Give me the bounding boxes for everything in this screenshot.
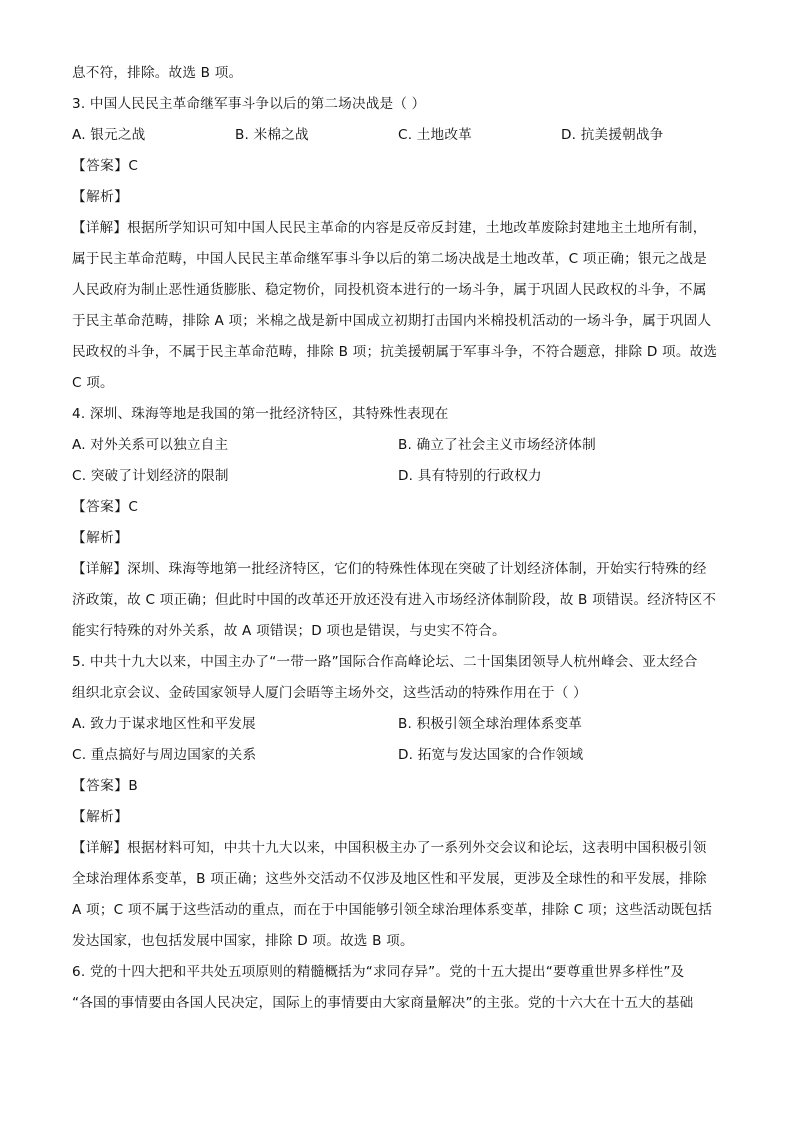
option-c: C. 突破了计划经济的限制 xyxy=(72,468,229,484)
option-a: A. 致力于谋求地区性和平发展 xyxy=(72,716,256,732)
option-b: B. 确立了社会主义市场经济体制 xyxy=(398,437,596,453)
analysis-label: 【解析】 xyxy=(72,809,129,825)
detail-text: 能实行特殊的对外关系，故 A 项错误；D 项也是错误，与史实不符合。 xyxy=(72,623,506,639)
detail-text: A 项；C 项不属于这些活动的重点，而在于中国能够引领全球治理体系变革，排除 C 项；这些活动既包括 xyxy=(72,902,713,918)
question-5-stem: 组织北京会议、金砖国家领导人厦门会晤等主场外交，这些活动的特殊作用在于（ ） xyxy=(72,685,587,701)
option-b: B. 米棉之战 xyxy=(235,127,309,143)
detail-text: 发达国家，也包括发展中国家，排除 D 项。故选 B 项。 xyxy=(72,933,414,949)
option-a: A. 对外关系可以独立自主 xyxy=(72,437,229,453)
question-5-stem: 5. 中共十九大以来，中国主办了“一带一路”国际合作高峰论坛、二十国集团领导人杭州峰会、亚太经合 xyxy=(72,654,698,670)
detail-text: 民政权的斗争，不属于民主革命范畴，排除 B 项；抗美援朝属于军事斗争，不符合题意，排除 D 项。故选 xyxy=(72,344,718,360)
detail-text: 【详解】深圳、珠海等地第一批经济特区，它们的特殊性体现在突破了计划经济体制，开始实行特殊的经 xyxy=(72,561,707,577)
detail-text: 人民政府为制止恶性通货膨胀、稳定物价，同投机资本进行的一场斗争，属于巩固人民政权的斗争，不属 xyxy=(72,282,707,298)
detail-text: 属于民主革命范畴，中国人民民主革命继军事斗争以后的第二场决战是土地改革，C 项正确；银元之战是 xyxy=(72,251,707,267)
analysis-label: 【解析】 xyxy=(72,189,129,205)
option-a: A. 银元之战 xyxy=(72,127,146,143)
question-3-options xyxy=(72,120,724,151)
analysis-label: 【解析】 xyxy=(72,530,129,546)
question-4-options-row-1 xyxy=(72,430,724,461)
question-5-options-row-2 xyxy=(72,740,724,771)
option-d: D. 具有特别的行政权力 xyxy=(398,468,542,484)
answer-label: 【答案】C xyxy=(72,499,139,515)
option-d: D. 抗美援朝战争 xyxy=(561,127,664,143)
detail-text: 济政策，故 C 项正确；但此时中国的改革还开放还没有进入市场经济体制阶段，故 B 项错误。经济特区不 xyxy=(72,592,717,608)
question-6-stem: “各国的事情要由各国人民决定，国际上的事情要由大家商量解决”的主张。党的十六大在十五大的基础 xyxy=(72,995,694,1011)
answer-label: 【答案】B xyxy=(72,778,139,794)
detail-text: 全球治理体系变革，B 项正确；这些外交活动不仅涉及地区性和平发展，更涉及全球性的和平发展，排除 xyxy=(72,871,707,887)
answer-label: 【答案】C xyxy=(72,158,139,174)
question-5-options-row-1 xyxy=(72,709,724,740)
question-6-stem: 6. 党的十四大把和平共处五项原则的精髓概括为“求同存异”。党的十五大提出“要尊重世界多样性”及 xyxy=(72,964,685,980)
question-4-stem: 4. 深圳、珠海等地是我国的第一批经济特区，其特殊性表现在 xyxy=(72,406,449,422)
option-d: D. 拓宽与发达国家的合作领域 xyxy=(398,747,584,763)
document-page xyxy=(72,58,724,1019)
question-4-options-row-2 xyxy=(72,461,724,492)
option-b: B. 积极引领全球治理体系变革 xyxy=(398,716,583,732)
detail-text: 于民主革命范畴，排除 A 项；米棉之战是新中国成立初期打击国内米棉投机活动的一场斗争，属于巩固人 xyxy=(72,313,712,329)
detail-text: 【详解】根据材料可知，中共十九大以来，中国积极主办了一系列外交会议和论坛，这表明中国积极引领 xyxy=(72,840,707,856)
option-c: C. 重点搞好与周边国家的关系 xyxy=(72,747,257,763)
option-c: C. 土地改革 xyxy=(398,127,472,143)
detail-text: C 项。 xyxy=(72,375,114,391)
question-3-stem: 3. 中国人民民主革命继军事斗争以后的第二场决战是（ ） xyxy=(72,96,426,112)
text-line: 息不符，排除。故选 B 项。 xyxy=(72,65,243,81)
detail-text: 【详解】根据所学知识可知中国人民民主革命的内容是反帝反封建，土地改革废除封建地主土地所有制， xyxy=(72,220,707,236)
